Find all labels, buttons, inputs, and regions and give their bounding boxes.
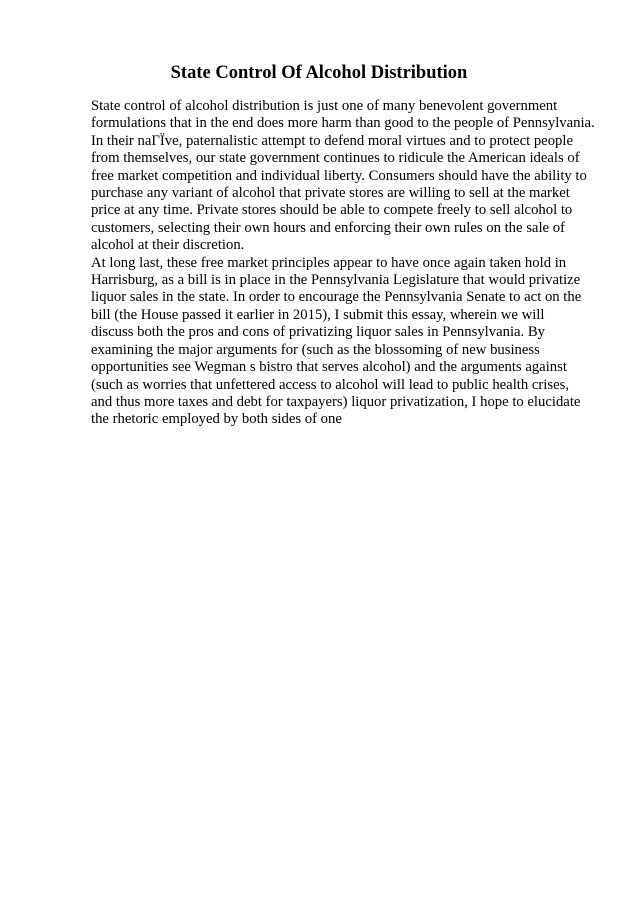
body-line: from themselves, our state government continues to ridicule the American ideals of bbox=[91, 150, 580, 167]
body-line: free market competition and individual liberty. Consumers should have the ability to bbox=[91, 167, 587, 184]
body-line: Harrisburg, as a bill is in place in the Pennsylvania Legislature that would privatize bbox=[91, 272, 581, 289]
document-body bbox=[91, 98, 611, 429]
body-line: examining the major arguments for (such as the blossoming of new business bbox=[91, 341, 540, 358]
body-line: bill (the House passed it earlier in 2015), I submit this essay, wherein we will bbox=[91, 306, 545, 323]
body-line: discuss both the pros and cons of privatizing liquor sales in Pennsylvania. By bbox=[91, 324, 546, 341]
body-line: State control of alcohol distribution is just one of many benevolent government bbox=[91, 98, 558, 114]
body-line: opportunities see Wegman s bistro that serves alcohol) and the arguments against bbox=[91, 359, 567, 376]
body-line: customers, selecting their own hours and enforcing their own rules on the sale of bbox=[91, 219, 565, 236]
body-line: alcohol at their discretion. bbox=[91, 237, 245, 254]
document-title: State Control Of Alcohol Distribution bbox=[170, 63, 468, 83]
body-line: the rhetoric employed by both sides of one bbox=[91, 411, 342, 428]
body-line: price at any time. Private stores should be able to compete freely to sell alcohol to bbox=[91, 202, 573, 219]
body-line: purchase any variant of alcohol that private stores are willing to sell at the market bbox=[91, 185, 570, 202]
body-line: and thus more taxes and debt for taxpayers) liquor privatization, I hope to elucidate bbox=[91, 393, 581, 410]
body-line: (such as worries that unfettered access to alcohol will lead to public health crises, bbox=[91, 376, 569, 393]
body-line: At long last, these free market principles appear to have once again taken hold in bbox=[91, 254, 567, 271]
body-line: formulations that in the end does more harm than good to the people of Pennsylvania. bbox=[91, 115, 595, 132]
body-line: liquor sales in the state. In order to encourage the Pennsylvania Senate to act on the bbox=[91, 289, 582, 306]
body-line: In their naГЇve, paternalistic attempt to defend moral virtues and to protect people bbox=[91, 132, 573, 149]
